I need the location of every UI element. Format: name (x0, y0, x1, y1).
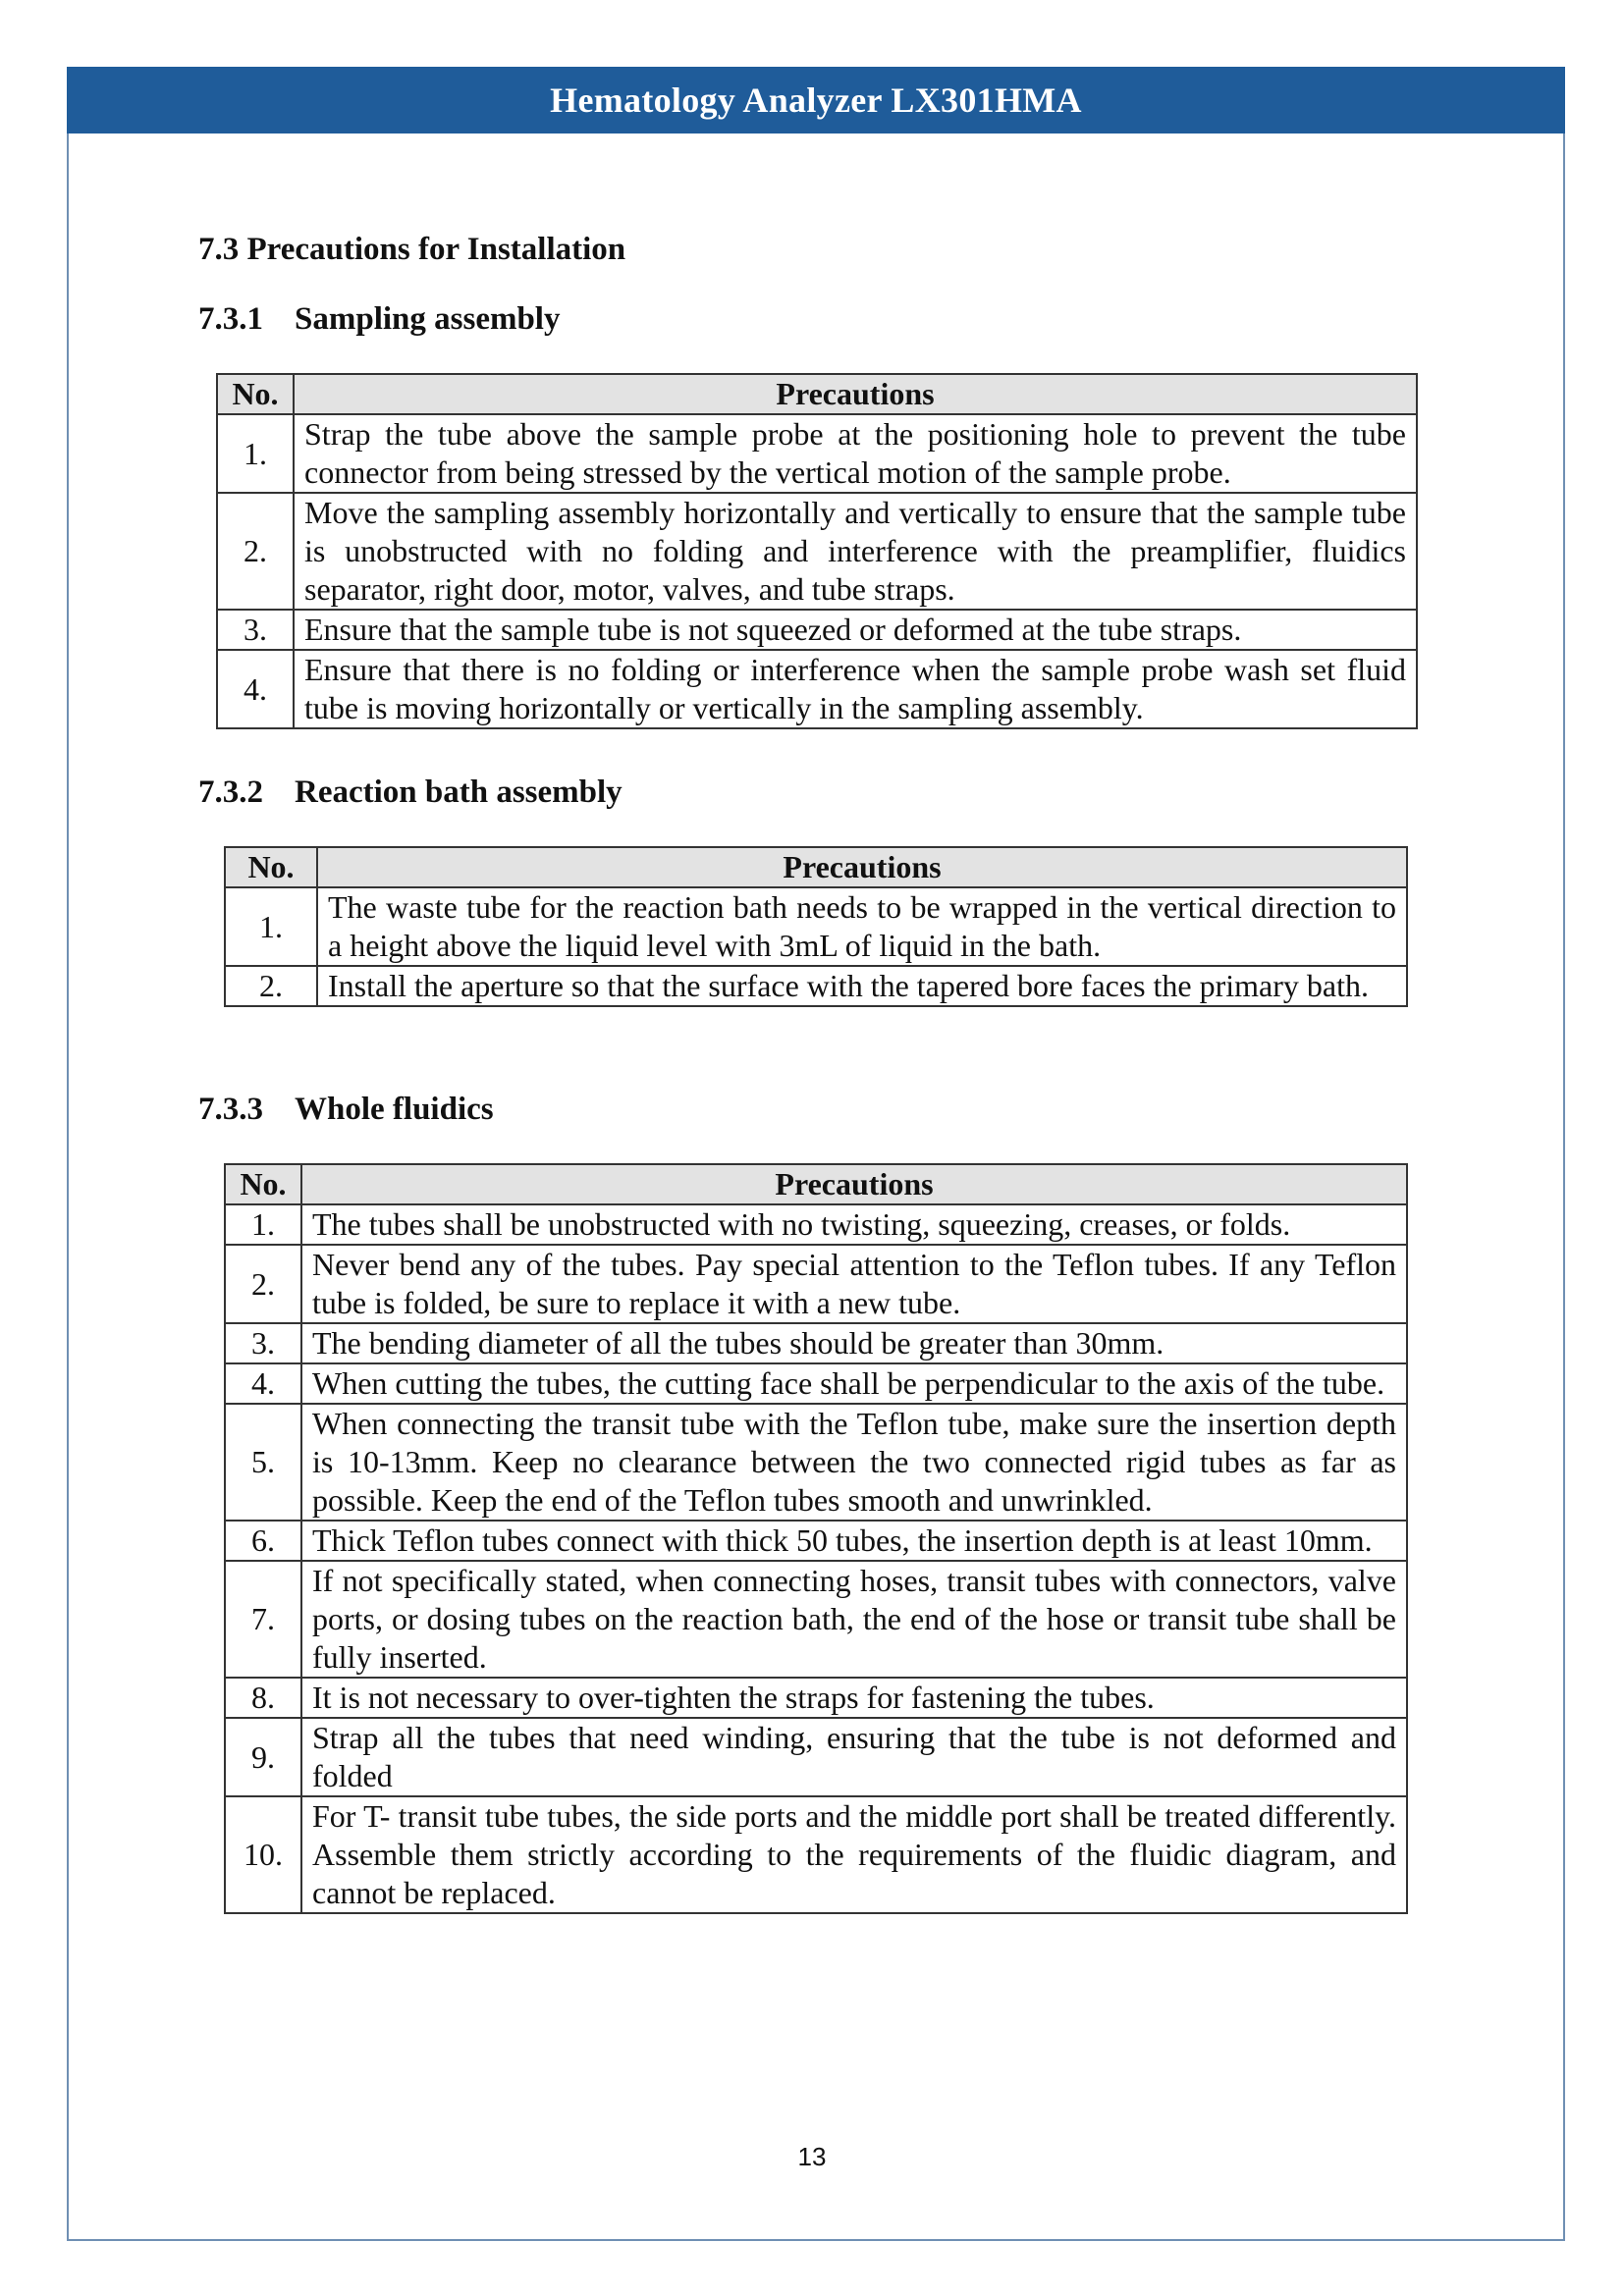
subsection-sampling-title (198, 301, 1426, 338)
reaction-table-body (225, 887, 1407, 1006)
column-header-precautions: Precautions (294, 374, 1417, 414)
table-row (225, 1796, 1407, 1913)
table-row (225, 1718, 1407, 1796)
precaution-text: Ensure that there is no folding or interference when the sample probe wash set fluid tube is moving horizontally or vertically in the sampling assembly. (294, 650, 1417, 728)
table-row (217, 493, 1417, 610)
precaution-text: For T- transit tube tubes, the side ports and the middle port shall be treated differently. Assemble them strictly according to the requirements of the fluidic diagram, and cannot be replaced. (301, 1796, 1407, 1913)
sampling-table-body (217, 414, 1417, 728)
table-row (225, 1323, 1407, 1363)
subsection-fluidics-title (198, 1092, 1426, 1128)
precaution-text: The waste tube for the reaction bath needs to be wrapped in the vertical direction to a height above the liquid level with 3mL of liquid in the bath. (317, 887, 1407, 966)
table-row (225, 966, 1407, 1006)
precaution-text: It is not necessary to over-tighten the straps for fastening the tubes. (301, 1678, 1407, 1718)
row-number: 5. (225, 1404, 301, 1521)
table-header-row (225, 847, 1407, 887)
row-number: 6. (225, 1521, 301, 1561)
row-number: 1. (217, 414, 294, 493)
table-row (217, 610, 1417, 650)
row-number: 3. (217, 610, 294, 650)
column-header-no: No. (225, 1164, 301, 1204)
row-number: 1. (225, 887, 317, 966)
table-row (225, 1561, 1407, 1678)
reaction-precautions-table (224, 846, 1408, 1007)
row-number: 10. (225, 1796, 301, 1913)
row-number: 2. (217, 493, 294, 610)
column-header-no: No. (225, 847, 317, 887)
subsection-number: 7.3.3 (198, 1092, 263, 1127)
table-row (217, 650, 1417, 728)
table-row (225, 1363, 1407, 1404)
fluidics-precautions-table (224, 1163, 1408, 1914)
section-title: 7.3 Precautions for Installation (198, 232, 626, 267)
table-row (225, 1404, 1407, 1521)
sampling-precautions-table (216, 373, 1418, 729)
page-number: 13 (797, 2142, 827, 2171)
precaution-text: Install the aperture so that the surface with the tapered bore faces the primary bath. (317, 966, 1407, 1006)
precaution-text: Thick Teflon tubes connect with thick 50 tubes, the insertion depth is at least 10mm. (301, 1521, 1407, 1561)
row-number: 4. (225, 1363, 301, 1404)
row-number: 7. (225, 1561, 301, 1678)
column-header-precautions: Precautions (301, 1164, 1407, 1204)
subsection-label: Reaction bath assembly (295, 774, 623, 810)
precaution-text: The bending diameter of all the tubes should be greater than 30mm. (301, 1323, 1407, 1363)
table-row (225, 1204, 1407, 1245)
column-header-no: No. (217, 374, 294, 414)
precaution-text: When connecting the transit tube with the Teflon tube, make sure the insertion depth is 10-13mm. Keep no clearance between the two connected rigid tubes as far as possible. Keep the end of the Teflon tubes smooth and unwrinkled. (301, 1404, 1407, 1521)
table-row (225, 1521, 1407, 1561)
document-body (198, 232, 1426, 1914)
precaution-text: The tubes shall be unobstructed with no twisting, squeezing, creases, or folds. (301, 1204, 1407, 1245)
table-row (225, 1678, 1407, 1718)
subsection-label: Whole fluidics (295, 1092, 494, 1127)
precaution-text: If not specifically stated, when connecting hoses, transit tubes with connectors, valve ports, or dosing tubes on the reaction bath, the end of the hose or transit tube shall be fully inserted. (301, 1561, 1407, 1678)
subsection-label: Sampling assembly (295, 301, 561, 337)
precaution-text: Move the sampling assembly horizontally and vertically to ensure that the sample tube is unobstructed with no folding and interference with the preamplifier, fluidics separator, right door, motor, valves, and tube straps. (294, 493, 1417, 610)
precaution-text: Strap the tube above the sample probe at the positioning hole to prevent the tube connector from being stressed by the vertical motion of the sample probe. (294, 414, 1417, 493)
document-header: Hematology Analyzer LX301HMA (67, 67, 1565, 133)
row-number: 9. (225, 1718, 301, 1796)
table-row (225, 1245, 1407, 1323)
table-row (225, 887, 1407, 966)
row-number: 4. (217, 650, 294, 728)
precaution-text: Strap all the tubes that need winding, ensuring that the tube is not deformed and folded (301, 1718, 1407, 1796)
table-row (217, 414, 1417, 493)
table-header-row (217, 374, 1417, 414)
fluidics-table-body (225, 1204, 1407, 1913)
row-number: 1. (225, 1204, 301, 1245)
row-number: 2. (225, 966, 317, 1006)
precaution-text: Ensure that the sample tube is not squeezed or deformed at the tube straps. (294, 610, 1417, 650)
row-number: 2. (225, 1245, 301, 1323)
row-number: 8. (225, 1678, 301, 1718)
precaution-text: Never bend any of the tubes. Pay special attention to the Teflon tubes. If any Teflon tube is folded, be sure to replace it with a new tube. (301, 1245, 1407, 1323)
subsection-number: 7.3.1 (198, 301, 263, 337)
column-header-precautions: Precautions (317, 847, 1407, 887)
precaution-text: When cutting the tubes, the cutting face shall be perpendicular to the axis of the tube. (301, 1363, 1407, 1404)
subsection-reaction-title (198, 774, 1426, 811)
subsection-number: 7.3.2 (198, 774, 263, 810)
row-number: 3. (225, 1323, 301, 1363)
table-header-row (225, 1164, 1407, 1204)
